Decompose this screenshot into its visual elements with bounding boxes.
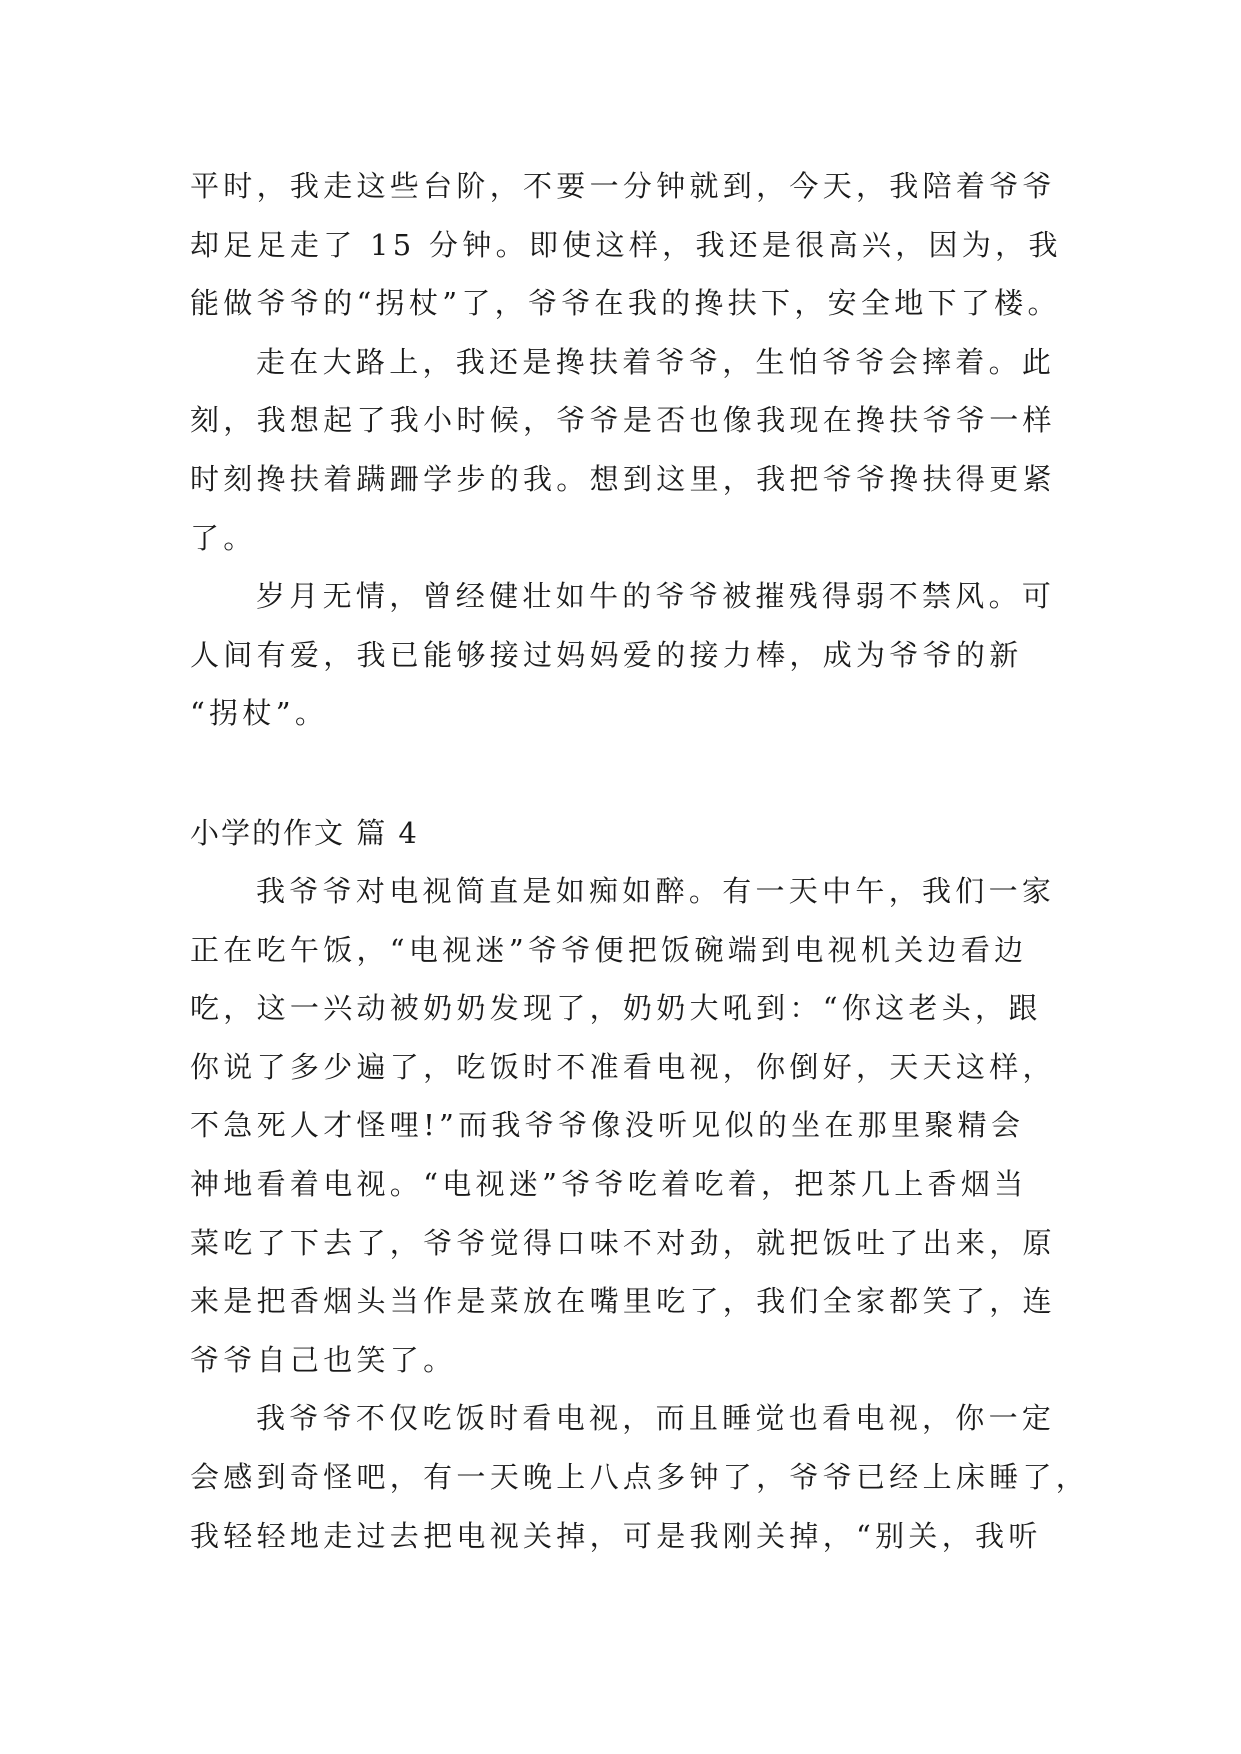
- text-line: “拐杖”。: [190, 696, 329, 731]
- text-line: 爷爷自己也笑了。: [190, 1342, 457, 1377]
- section-heading: 小学的作文 篇 4: [190, 816, 419, 850]
- text-line: 会感到奇怪吧，有一天晚上八点多钟了，爷爷已经上床睡了，: [190, 1459, 1090, 1494]
- text-line: 岁月无情，曾经健壮如牛的爷爷被摧残得弱不禁风。可: [256, 579, 1056, 614]
- text-line: 吃，这一兴动被奶奶发现了，奶奶大吼到：“你这老头，跟: [190, 991, 1042, 1026]
- text-line: 却足足走了 15 分钟。即使这样，我还是很高兴，因为，我: [190, 227, 1062, 262]
- text-line: 我爷爷不仅吃饭时看电视，而且睡觉也看电视，你一定: [256, 1401, 1056, 1436]
- text-line: 走在大路上，我还是搀扶着爷爷，生怕爷爷会摔着。此: [256, 344, 1056, 379]
- text-line: 时刻搀扶着蹒跚学步的我。想到这里，我把爷爷搀扶得更紧: [190, 461, 1056, 496]
- paragraph-group-tv-fan: [190, 862, 1090, 1565]
- text-line: 平时，我走这些台阶，不要一分钟就到，今天，我陪着爷爷: [190, 169, 1056, 203]
- paragraph-group-grandpa-stairs: [190, 157, 1070, 743]
- text-line: 刻，我想起了我小时候，爷爷是否也像我现在搀扶爷爷一样: [190, 403, 1056, 438]
- text-line: 人间有爱，我已能够接过妈妈爱的接力棒，成为爷爷的新: [190, 637, 1023, 672]
- text-line: 神地看着电视。“电视迷”爷爷吃着吃着，把茶几上香烟当: [190, 1166, 1028, 1201]
- text-line: 能做爷爷的“拐杖”了，爷爷在我的搀扶下，安全地下了楼。: [190, 286, 1061, 321]
- text-line: 正在吃午饭，“电视迷”爷爷便把饭碗端到电视机关边看边: [190, 932, 1028, 967]
- text-line: 菜吃了下去了，爷爷觉得口味不对劲，就把饭吐了出来，原: [190, 1225, 1056, 1260]
- text-line: 我爷爷对电视简直是如痴如醉。有一天中午，我们一家: [256, 874, 1056, 908]
- text-line: 了。: [190, 520, 257, 555]
- text-line: 我轻轻地走过去把电视关掉，可是我刚关掉，“别关，我听: [190, 1518, 1042, 1553]
- text-line: 来是把香烟头当作是菜放在嘴里吃了，我们全家都笑了，连: [190, 1284, 1056, 1319]
- text-line: 你说了多少遍了，吃饭时不准看电视，你倒好，天天这样，: [190, 1049, 1056, 1084]
- text-line: 不急死人才怪哩!”而我爷爷像没听见似的坐在那里聚精会: [190, 1108, 1025, 1143]
